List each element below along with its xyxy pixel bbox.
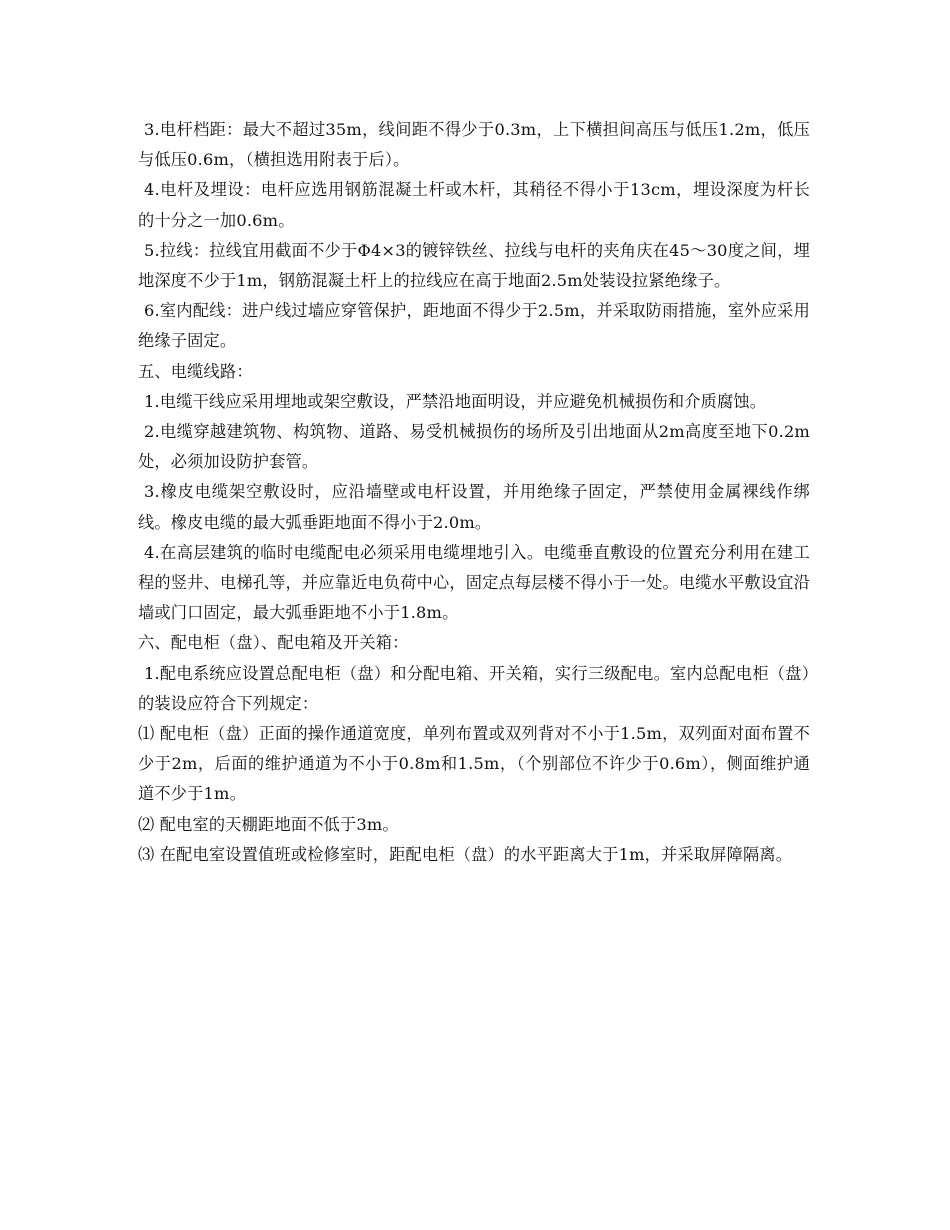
paragraph-rubber-cable: 3.橡皮电缆架空敷设时，应沿墙壁或电杆设置，并用绝缘子固定，严禁使用金属裸线作绑线。橡皮电缆的最大弧垂距地面不得小于2.0m。 bbox=[138, 482, 810, 532]
document-body bbox=[138, 115, 810, 870]
paragraph-cable-trunk: 1.电缆干线应采用埋地或架空敷设，严禁沿地面明设，并应避免机械损伤和介质腐蚀。 bbox=[144, 391, 767, 411]
paragraph-indoor-wiring: 6.室内配线：进户线过墙应穿管保护，距地面不得少于2.5m，并采取防雨措施，室外应采用绝缘子固定。 bbox=[138, 301, 810, 351]
paragraph-cable-crossing: 2.电缆穿越建筑物、构筑物、道路、易受机械损伤的场所及引出地面从2m高度至地下0.2m处，必须加设防护套管。 bbox=[138, 422, 810, 472]
paragraph-pole-span: 3.电杆档距：最大不超过35m，线间距不得少于0.3m，上下横担间高压与低压1.2m，低压与低压0.6m，（横担选用附表于后）。 bbox=[138, 120, 810, 170]
paragraph-highrise-cable: 4.在高层建筑的临时电缆配电必须采用电缆埋地引入。电缆垂直敷设的位置充分利用在建工程的竖井、电梯孔等，并应靠近电负荷中心，固定点每层楼不得小于一处。电缆水平敷设宜沿墙或门口固定，最大弧垂距地不小于1.8m。 bbox=[138, 542, 810, 623]
section-heading-cable-lines: 五、电缆线路： bbox=[138, 361, 253, 381]
subitem-ceiling-height: ⑵ 配电室的天棚距地面不低于3m。 bbox=[138, 814, 399, 834]
paragraph-guy-wire: 5.拉线：拉线宜用截面不少于Φ4×3的镀锌铁丝、拉线与电杆的夹角庆在45～30度之间，埋地深度不少于1m，钢筋混凝土杆上的拉线应在高于地面2.5m处装设拉紧绝缘子。 bbox=[138, 240, 810, 291]
subitem-operation-aisle: ⑴ 配电柜（盘）正面的操作通道宽度，单列布置或双列背对不小于1.5m，双列面对面布置不少于2m，后面的维护通道为不小于0.8m和1.5m，（个别部位不许少于0.6m），侧面维护通道不少于1m。 bbox=[138, 724, 810, 804]
section-heading-distribution-cabinets: 六、配电柜（盘）、配电箱及开关箱： bbox=[138, 633, 409, 653]
paragraph-three-level-distribution: 1.配电系统应设置总配电柜（盘）和分配电箱、开关箱，实行三级配电。室内总配电柜（盘）的装设应符合下列规定： bbox=[138, 663, 810, 713]
subitem-duty-room: ⑶ 在配电室设置值班或检修室时，距配电柜（盘）的水平距离大于1m，并采取屏障隔离。 bbox=[138, 844, 793, 864]
paragraph-pole-burial: 4.电杆及埋设：电杆应选用钢筋混凝土杆或木杆，其稍径不得小于13cm，埋设深度为杆长的十分之一加0.6m。 bbox=[138, 180, 810, 230]
